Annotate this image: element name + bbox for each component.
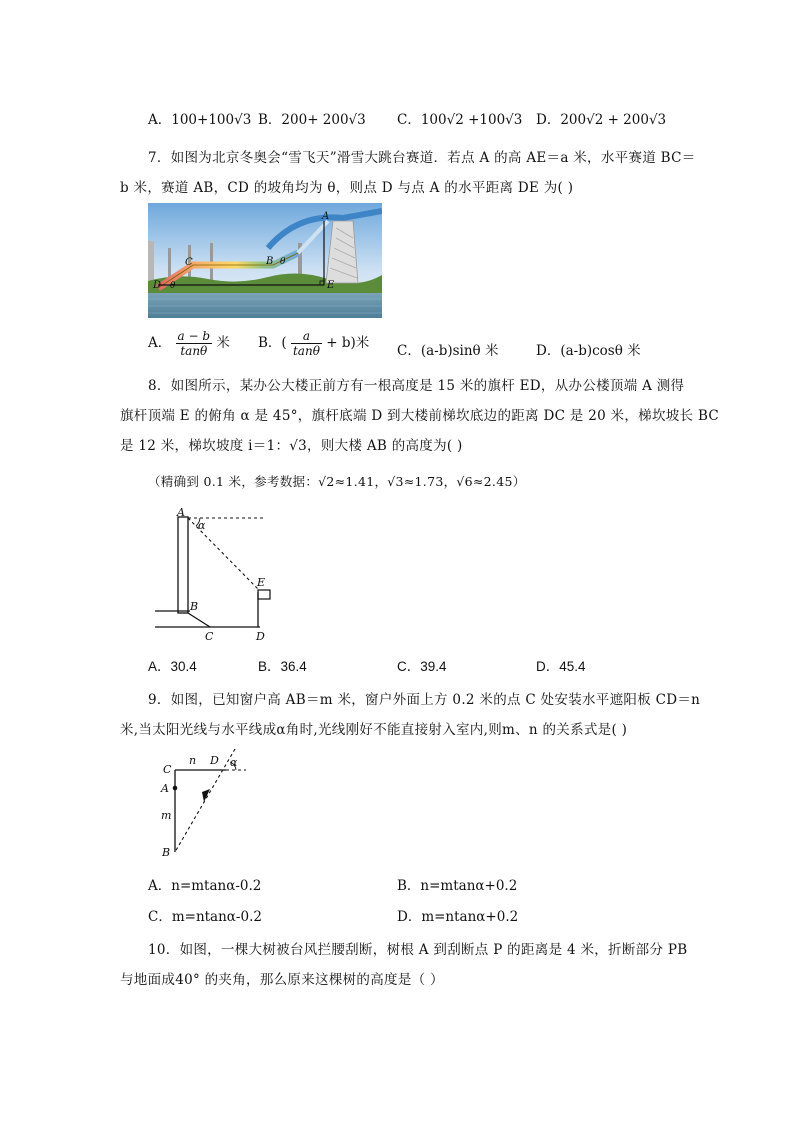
fig9-label-alpha: α: [230, 756, 238, 769]
photo-label-c: C: [185, 257, 193, 268]
q9-option-d: D．m=ntanα+0.2: [397, 909, 519, 925]
fig9-label-c: C: [163, 763, 172, 776]
building-flagpole-figure: [150, 505, 280, 645]
photo-label-a: A: [322, 211, 330, 222]
q7-option-b: B．( $\frac{a}{\tan\theta}$ + b)米: [258, 329, 370, 358]
photo-theta-b: θ: [280, 257, 286, 267]
q9-stem-line1: 9．如图，已知窗户高 AB＝m 米，窗户外面上方 0.2 米的点 C 处安装水平遮阳板 CD＝n: [148, 692, 701, 708]
fig8-label-c: C: [205, 630, 214, 643]
q8-stem-line3: 是 12 米，梯坎坡度 i＝1：√3，则大楼 AB 的高度为( ): [120, 438, 463, 454]
q10-stem-line2: 与地面成40° 的夹角，那么原来这棵树的高度是（ ）: [120, 972, 444, 988]
q8-option-a: A．30.4: [148, 659, 197, 674]
photo-label-d: D: [153, 280, 162, 291]
building-ab: [178, 517, 188, 613]
fig9-label-a: A: [161, 782, 169, 795]
q8-option-d: D．45.4: [536, 659, 586, 674]
point-a: [173, 786, 178, 791]
q6-option-c: C．100√2 +100√3: [397, 112, 523, 128]
fig8-label-alpha: α: [198, 519, 206, 532]
q7-option-c: C．(a-b)sinθ 米: [397, 343, 499, 359]
slope-bc: [188, 613, 210, 627]
fig9-label-m: m: [161, 809, 172, 822]
q6-option-d: D．200√2 + 200√3: [536, 112, 667, 128]
sun-ray: [175, 749, 235, 852]
ray-arrow: [202, 789, 210, 802]
q6-option-a: A．100+100√3: [148, 112, 252, 128]
q8-stem-line1: 8．如图所示，某办公大楼正前方有一根高度是 15 米的旗杆 ED，从办公楼顶端 A 测得: [148, 378, 685, 394]
q9-option-b: B．n=mtanα+0.2: [397, 878, 518, 894]
fig8-label-d: D: [256, 630, 265, 643]
photo-label-e: E: [327, 280, 335, 291]
fig8-label-e: E: [257, 576, 266, 589]
photo-label-b: B: [266, 256, 274, 267]
q7-option-d: D．(a-b)cosθ 米: [536, 343, 641, 359]
photo-theta-d: θ: [170, 281, 176, 291]
fig9-label-n: n: [189, 754, 197, 767]
q9-stem-line2: 米,当太阳光线与水平线成α角时,光线刚好不能直接射入室内,则m、n 的关系式是( ): [120, 722, 628, 738]
q6-option-b: B．200+ 200√3: [258, 112, 366, 128]
q10-stem-line1: 10．如图，一棵大树被台风拦腰刮断，树根 A 到刮断点 P 的距离是 4 米，折断部分 PB: [148, 942, 688, 958]
flag: [258, 590, 270, 599]
q8-reference-note: （精确到 0.1 米，参考数据：√2≈1.41，√3≈1.73，√6≈2.45）: [148, 474, 526, 489]
q9-option-a: A．n=mtanα-0.2: [148, 878, 262, 894]
window-awning-figure: [158, 745, 258, 860]
q8-option-b: B．36.4: [258, 659, 307, 674]
q7-stem-line1: 7．如图为北京冬奥会“雪飞天”滑雪大跳台赛道．若点 A 的高 AE＝a 米，水平赛道 BC＝: [148, 150, 696, 166]
q9-option-c: C．m=ntanα-0.2: [148, 909, 262, 925]
fig8-label-a: A: [177, 506, 185, 519]
q7-option-a: A． $\frac{a - b}{\tan\theta}$ 米: [148, 329, 230, 358]
fig9-label-b: B: [162, 846, 171, 859]
fig8-label-b: B: [190, 600, 199, 613]
ski-jump-photo: [148, 203, 382, 318]
q8-stem-line2: 旗杆顶端 E 的俯角 α 是 45°，旗杆底端 D 到大楼前梯坎底边的距离 DC 是 20 米，梯坎坡长 BC: [120, 408, 720, 424]
q7-stem-line2: b 米，赛道 AB，CD 的坡角均为 θ，则点 D 与点 A 的水平距离 DE 为( ): [120, 180, 574, 196]
fig9-label-d: D: [210, 754, 219, 767]
q8-option-c: C．39.4: [397, 659, 447, 674]
